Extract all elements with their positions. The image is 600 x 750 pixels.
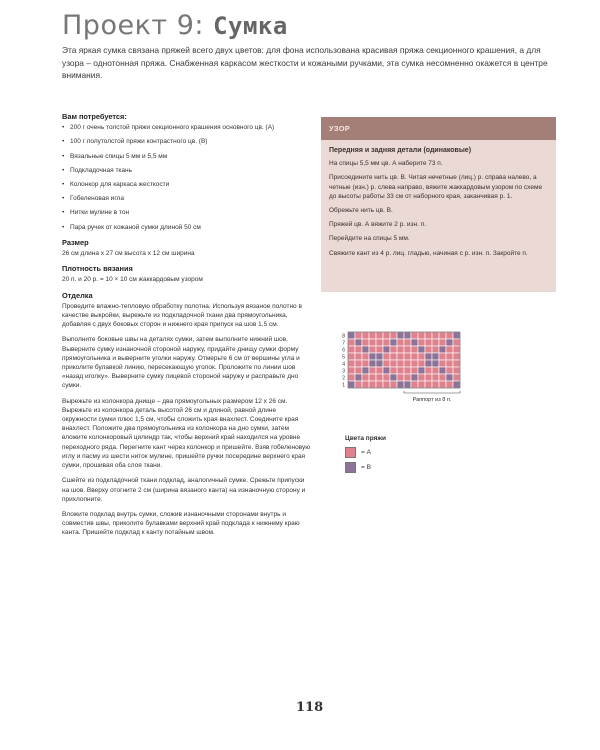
- chart-cell: [404, 374, 411, 381]
- chart-cell: [348, 374, 355, 381]
- chart-cell: [390, 353, 397, 360]
- chart-cell: [411, 353, 418, 360]
- finishing-paragraph: Вырежьте из колонкора днище – два прямоугольных размером 12 х 26 см. Вырежьте из колонкора деталь высотой 26 см и длиной, равной длине окружности сумки плюс 1,5 см, чтобы сложить края внахлест. Соедините края внахлест. Положите два прямоугольника из колонкора на дно сумки, затем вложите колонкоровый цилиндр так, чтобы верхний край находился на уровне переходного ряда. Перегните кант через колонкор и пришейте. Взяв гобеленовую иглу и пасму из шести ниток мулине, пришейте ручки посередине верхнего края сумки, прошивая оба слоя ткани.: [62, 397, 311, 470]
- gauge-heading: Плотность вязания: [62, 264, 133, 274]
- chart-cell: [425, 360, 432, 367]
- chart-cell: [453, 367, 460, 374]
- chart-cell: [439, 339, 446, 346]
- chart-cell: [383, 367, 390, 374]
- chart-cell: [439, 353, 446, 360]
- chart-cell: [369, 367, 376, 374]
- gauge-text: 20 п. и 20 р. = 10 × 10 см жаккардовым узором: [62, 276, 203, 284]
- chart-cell: [348, 346, 355, 353]
- chart-cell: [411, 346, 418, 353]
- pattern-paragraph: Присоедините нить цв. В. Читая нечетные (лиц.) р. справа налево, а четные (изн.) р. слева направо, вяжите жаккардовым узором по схеме до высоты работы 33 см от наборного края, заканчивая р. 1.: [329, 174, 543, 200]
- legend-item-b: [345, 462, 386, 473]
- chart-cell: [348, 353, 355, 360]
- chart-cell: [390, 381, 397, 388]
- pattern-paragraph: Пряжей цв. А вяжите 2 р. изн. п.: [329, 221, 427, 229]
- chart-cell: [348, 360, 355, 367]
- color-swatch: [345, 447, 356, 458]
- chart-cell: [390, 374, 397, 381]
- finishing-paragraph: Выполните боковые швы на деталях сумки, затем выполните нижний шов. Выверните сумку изнаночной стороной наружу, придайте днищу сумки форму прямоугольника и выверните уголки наружу. Отмерьте 6 см от вершины угла и приколите булавкой линию, пересекающую уголок. Проложите по линии шов «назад иголку». Выверните сумку лицевой стороной наружу и расправьте дно сумки.: [62, 336, 300, 390]
- chart-cell: [397, 332, 404, 339]
- chart-cell: [376, 353, 383, 360]
- pattern-box: [321, 117, 556, 292]
- left-column: [62, 112, 312, 544]
- chart-cell: [390, 367, 397, 374]
- title-prefix: Проект 9:: [62, 10, 214, 41]
- page-number: 118: [296, 700, 324, 715]
- chart-cell: [432, 367, 439, 374]
- chart-cell: [418, 367, 425, 374]
- chart-cell: [453, 339, 460, 346]
- title-name: Сумка: [213, 12, 288, 40]
- chart-cell: [355, 339, 362, 346]
- chart-cell: [411, 332, 418, 339]
- chart-cell: [383, 346, 390, 353]
- chart-cell: [390, 339, 397, 346]
- chart-cell: [418, 381, 425, 388]
- chart-cell: [418, 332, 425, 339]
- chart-cell: [453, 360, 460, 367]
- materials-heading: Вам потребуется:: [62, 112, 127, 121]
- pattern-paragraph: Обрежьте нить цв. В.: [329, 207, 393, 215]
- chart-cell: [446, 332, 453, 339]
- chart-cell: [390, 346, 397, 353]
- chart-cell: [439, 332, 446, 339]
- chart-cell: [404, 367, 411, 374]
- chart-row-label: 2: [342, 375, 345, 382]
- chart-cell: [355, 360, 362, 367]
- chart-cell: [376, 346, 383, 353]
- chart-cell: [362, 374, 369, 381]
- chart-cell: [411, 374, 418, 381]
- chart-cell: [411, 360, 418, 367]
- pattern-chart: [338, 330, 478, 420]
- chart-cell: [362, 353, 369, 360]
- chart-cell: [397, 360, 404, 367]
- chart-cell: [397, 381, 404, 388]
- legend-heading: Цвета пряжи: [345, 435, 386, 442]
- chart-cell: [439, 360, 446, 367]
- chart-cell: [453, 353, 460, 360]
- repeat-label: Раппорт из 8 п.: [412, 397, 452, 403]
- list-item: • Подкладочная ткань: [62, 166, 312, 175]
- chart-cell: [404, 339, 411, 346]
- chart-cell: [383, 332, 390, 339]
- chart-cell: [432, 353, 439, 360]
- pattern-subheading: Передняя и задняя детали (одинаковые): [329, 147, 472, 154]
- chart-cell: [404, 381, 411, 388]
- chart-cell: [369, 360, 376, 367]
- chart-cell: [425, 367, 432, 374]
- chart-cell: [453, 374, 460, 381]
- chart-cell: [439, 374, 446, 381]
- chart-cell: [397, 346, 404, 353]
- chart-cell: [369, 353, 376, 360]
- chart-cell: [355, 374, 362, 381]
- chart-cell: [425, 332, 432, 339]
- chart-cell: [446, 367, 453, 374]
- chart-cell: [355, 353, 362, 360]
- pattern-paragraph: Свяжите кант из 4 р. лиц. гладью, начиная с р. изн. п. Закройте п.: [329, 249, 528, 257]
- chart-cell: [376, 339, 383, 346]
- chart-cell: [418, 353, 425, 360]
- chart-cell: [404, 346, 411, 353]
- page-title: [62, 10, 288, 41]
- chart-cell: [348, 381, 355, 388]
- chart-cell: [348, 339, 355, 346]
- finishing-paragraph: Вложите подклад внутрь сумки, сложив изнаночными сторонами внутрь и совместив швы, приколите булавками верхний край подклада к нижнему краю канта. Пришейте подклад к канту потайным швом.: [62, 510, 300, 537]
- chart-cell: [453, 332, 460, 339]
- chart-cell: [404, 360, 411, 367]
- chart-cell: [376, 332, 383, 339]
- chart-cell: [418, 339, 425, 346]
- chart-cell: [376, 374, 383, 381]
- chart-cell: [432, 332, 439, 339]
- chart-cell: [446, 360, 453, 367]
- chart-cell: [418, 374, 425, 381]
- chart-cell: [376, 381, 383, 388]
- chart-cell: [397, 367, 404, 374]
- finishing-paragraph: Сшейте из подкладочной ткани подклад, аналогичный сумке. Срежьте припуски на шов. Вверху отогните 2 см (ширина вязаного канта) на изнаночную сторону и прихлопните.: [62, 477, 306, 503]
- finishing-heading: Отделка: [62, 290, 93, 300]
- chart-cell: [355, 346, 362, 353]
- chart-row-label: 6: [342, 347, 345, 354]
- chart-cell: [369, 339, 376, 346]
- chart-cell: [425, 374, 432, 381]
- legend-label: = А: [361, 449, 371, 456]
- pattern-box-heading: УЗОР: [321, 117, 556, 140]
- chart-cell: [348, 332, 355, 339]
- chart-cell: [425, 346, 432, 353]
- list-item: • 100 г полутолстой пряжи контрастного цв. (В): [62, 137, 312, 146]
- intro-text: Эта яркая сумка связана пряжей всего двух цветов: для фона использована красивая пряжа секционного крашения, а для узора – однотонная пряжа. Снабженная каркасом жесткости и кожаными ручками, эта сумка несомненно окажется в центре внимания.: [62, 45, 548, 81]
- list-item: • Нитки мулине в тон: [62, 208, 312, 217]
- chart-cell: [432, 374, 439, 381]
- chart-cell: [453, 381, 460, 388]
- chart-cell: [425, 339, 432, 346]
- size-text: 26 см длина х 27 см высота х 12 см ширина: [62, 250, 195, 258]
- chart-row-label: 5: [342, 354, 345, 361]
- chart-row-label: 4: [342, 361, 345, 368]
- chart-cell: [446, 339, 453, 346]
- chart-cell: [446, 346, 453, 353]
- chart-cell: [355, 332, 362, 339]
- chart-cell: [383, 353, 390, 360]
- chart-cell: [376, 367, 383, 374]
- chart-cell: [446, 374, 453, 381]
- chart-row-label: 3: [342, 368, 345, 375]
- chart-cell: [439, 367, 446, 374]
- chart-cell: [390, 332, 397, 339]
- pattern-paragraph: Перейдите на спицы 5 мм.: [329, 235, 410, 243]
- chart-row-label: 1: [342, 382, 345, 389]
- chart-cell: [348, 367, 355, 374]
- chart-cell: [446, 381, 453, 388]
- chart-cell: [369, 381, 376, 388]
- chart-cell: [362, 339, 369, 346]
- chart-cell: [397, 374, 404, 381]
- chart-cell: [418, 360, 425, 367]
- chart-cell: [432, 360, 439, 367]
- chart-cell: [439, 346, 446, 353]
- chart-cell: [369, 346, 376, 353]
- pattern-paragraph: На спицы 5,5 мм цв. А наберите 73 п.: [329, 160, 443, 168]
- chart-cell: [411, 381, 418, 388]
- chart-cell: [390, 360, 397, 367]
- pattern-box-body: [321, 140, 556, 269]
- chart-cell: [404, 332, 411, 339]
- chart-cell: [362, 367, 369, 374]
- chart-cell: [369, 332, 376, 339]
- list-item: • Вязальные спицы 5 мм и 5,5 мм: [62, 152, 312, 161]
- chart-cell: [383, 360, 390, 367]
- chart-cell: [355, 367, 362, 374]
- chart-cell: [439, 381, 446, 388]
- chart-cell: [432, 381, 439, 388]
- chart-cell: [425, 381, 432, 388]
- chart-cell: [446, 353, 453, 360]
- chart-cell: [432, 346, 439, 353]
- chart-cell: [362, 332, 369, 339]
- chart-cell: [404, 353, 411, 360]
- chart-cell: [453, 346, 460, 353]
- chart-cell: [418, 346, 425, 353]
- chart-cell: [369, 374, 376, 381]
- list-item: • Пара ручек от кожаной сумки длиной 50 см: [62, 223, 312, 232]
- legend-label: = В: [361, 464, 371, 471]
- list-item: • 200 г очень толстой пряжи секционного крашения основного цв. (А): [62, 123, 312, 132]
- repeat-bracket: [404, 391, 460, 393]
- chart-cell: [376, 360, 383, 367]
- legend-item-a: [345, 447, 386, 458]
- chart-cell: [362, 381, 369, 388]
- list-item: • Гобеленовая игла: [62, 194, 312, 203]
- chart-row-label: 8: [342, 333, 345, 340]
- chart-cell: [355, 381, 362, 388]
- chart-row-label: 7: [342, 340, 345, 347]
- chart-cell: [362, 346, 369, 353]
- chart-cell: [383, 381, 390, 388]
- chart-cell: [383, 374, 390, 381]
- finishing-paragraph: Проведите влажно-тепловую обработку полотна. Используя вязаное полотно в качестве выкройки, вырежьте из подкладочной ткани два прямоугольника, добавляя с двух боковых сторон и нижнего края припуск на шов 1,5 см.: [62, 302, 302, 329]
- color-swatch: [345, 462, 356, 473]
- chart-cell: [432, 339, 439, 346]
- materials-list: [62, 123, 312, 232]
- chart-cell: [425, 353, 432, 360]
- chart-cell: [397, 339, 404, 346]
- chart-cell: [411, 339, 418, 346]
- yarn-legend: [345, 434, 386, 477]
- chart-cell: [411, 367, 418, 374]
- chart-cell: [383, 339, 390, 346]
- list-item: • Колонкор для каркаса жесткости: [62, 180, 312, 189]
- chart-cell: [362, 360, 369, 367]
- chart-cell: [397, 353, 404, 360]
- size-heading: Размер: [62, 237, 89, 247]
